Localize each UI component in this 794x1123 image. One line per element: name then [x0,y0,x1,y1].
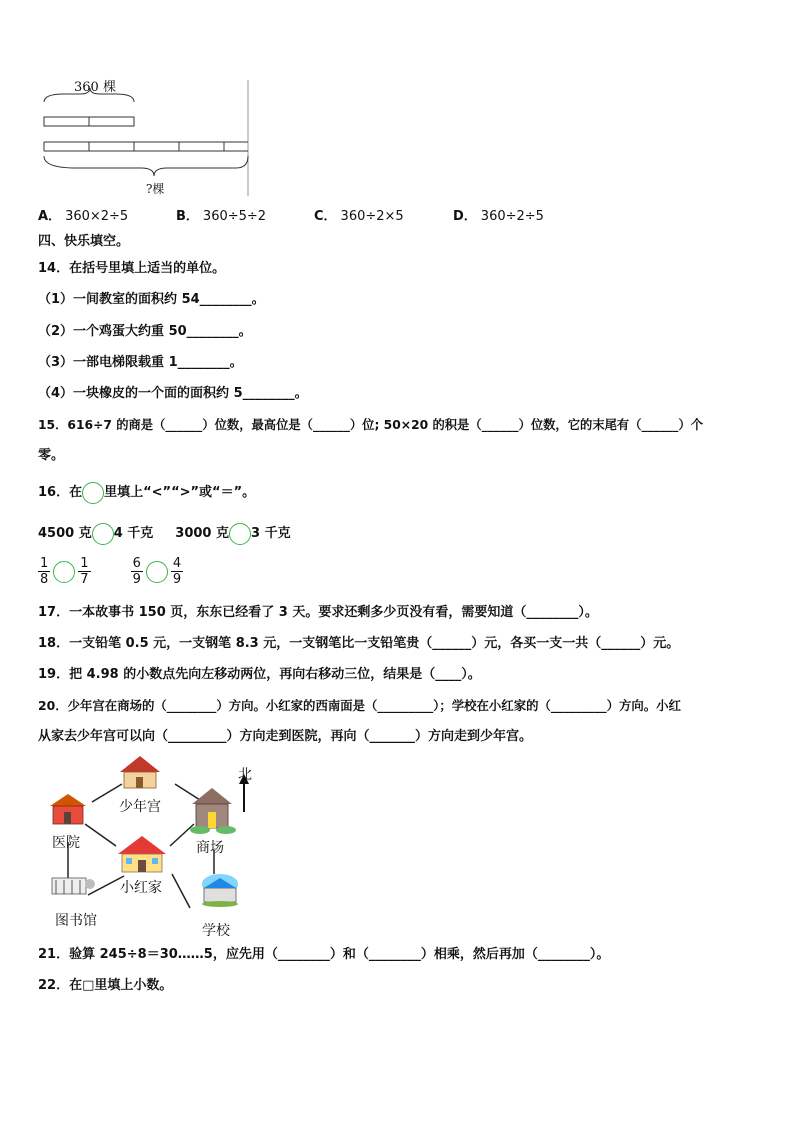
question-16-title-post: 里填上“<”“>”或“＝”。 [104,485,256,500]
hospital-icon [50,794,86,824]
question-14-item-4[interactable]: （4）一块橡皮的一个面的面积约 5________。 [38,386,308,401]
question-17[interactable]: 17．一本故事书 150 页，东东已经看了 3 天。要求还剩多少页没有看，需要知道（________）。 [38,605,598,620]
option-b[interactable]: B． 360÷5÷2 [176,209,267,224]
place-library: 图书馆 [55,913,97,929]
question-16-title [38,482,255,504]
question-16-title-pre: 16．在 [38,485,83,500]
segment-diagram [36,78,256,198]
question-20-line-2[interactable]: 从家去少年宫可以向（_________）方向走到医院，再向（_______）方向走到少年宫。 [38,729,533,744]
diagram-top-label: 360 棵 [74,80,116,95]
compare-row-1 [38,523,291,545]
north-label: 北 [238,767,252,783]
place-school: 学校 [202,923,230,939]
compare-circle-input[interactable] [146,561,168,583]
question-15-line-2: 零。 [38,448,65,463]
compare-circle-input[interactable] [92,523,114,545]
option-a[interactable]: A． 360×2÷5 [38,209,129,224]
place-mall: 商场 [196,840,224,856]
compare-left: 3000 克 [175,526,230,541]
compare-row-2 [38,556,183,587]
question-18[interactable]: 18．一支铅笔 0.5 元，一支钢笔 8.3 元，一支钢笔比一支铅笔贵（______）元，各买一支一共（______）元。 [38,636,680,651]
fraction: $\frac{4}{9}$ [172,556,182,587]
question-21[interactable]: 21．验算 245÷8＝30……5，应先用（________）和（________）相乘，然后再加（________）。 [38,947,610,962]
question-14-item-1[interactable]: （1）一间教室的面积约 54________。 [38,292,265,307]
option-c[interactable]: C． 360÷2×5 [314,209,404,224]
compare-left: 4500 克 [38,526,92,541]
place-youth-palace: 少年宫 [119,799,161,815]
question-22: 22．在□里填上小数。 [38,978,173,993]
fraction: $\frac{1}{8}$ [40,556,49,587]
school-icon [202,874,238,907]
youth-palace-icon [120,756,160,788]
mall-icon [190,788,236,834]
xiaohong-home-icon [118,836,166,872]
circle-sample-icon [82,482,104,504]
option-d[interactable]: D． 360÷2÷5 [453,209,544,224]
fraction: $\frac{1}{7}$ [80,556,89,587]
diagram-bottom-label: ?棵 [146,182,165,196]
fraction: $\frac{6}{9}$ [132,556,141,587]
question-19[interactable]: 19．把 4.98 的小数点先向左移动两位，再向右移动三位，结果是（____）。 [38,667,481,682]
compare-right: 3 千克 [251,526,291,541]
place-xiaohong-home: 小红家 [120,880,162,896]
question-15-line-1[interactable]: 15．616÷7 的商是（______）位数，最高位是（______）位; 50×20 的积是（______）位数，它的末尾有（______）个 [38,418,703,432]
place-hospital: 医院 [52,835,80,851]
compare-circle-input[interactable] [53,561,75,583]
compare-right: 4 千克 [113,526,154,541]
compare-circle-input[interactable] [229,523,251,545]
question-14-item-2[interactable]: （2）一个鸡蛋大约重 50________。 [38,324,252,339]
section-title: 四、快乐填空。 [38,234,130,249]
question-14-title: 14．在括号里填上适当的单位。 [38,261,226,276]
library-icon [52,878,95,894]
question-14-item-3[interactable]: （3）一部电梯限载重 1________。 [38,355,243,370]
question-20-line-1[interactable]: 20．少年宫在商场的（________）方向。小红家的西南面是（_________）；学校在小红家的（_________）方向。小红 [38,698,681,713]
